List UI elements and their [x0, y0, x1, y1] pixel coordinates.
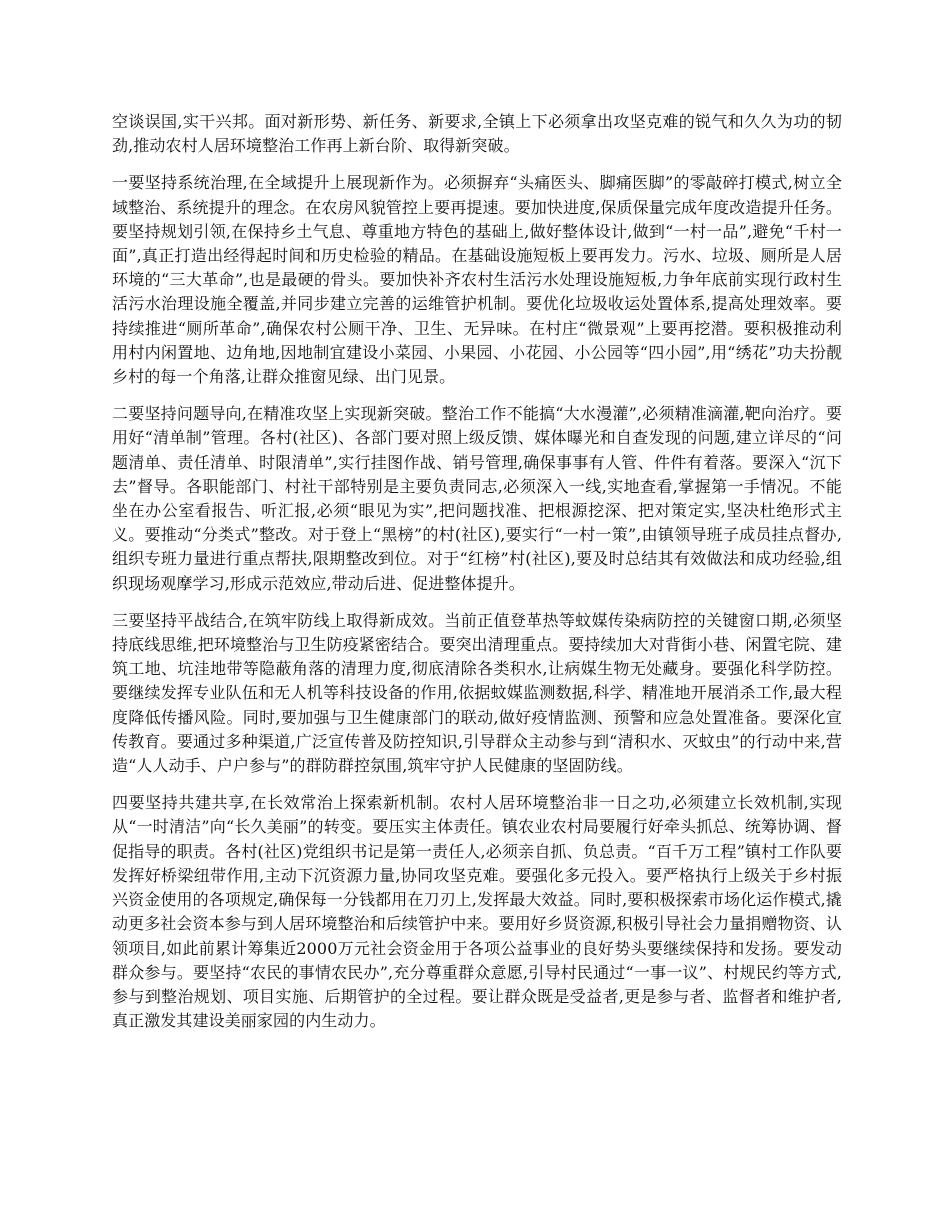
paragraph-point-four: 四要坚持共建共享,在长效常治上探索新机制。农村人居环境整治非一日之功,必须建立长效机制,实现从“一时清洁”向“长久美丽”的转变。要压实主体责任。镇农业农村局要履行好牵头抓总、统筹协调、督促指导的职责。各村(社区)党组织书记是第一责任人,必须亲自抓、负总责。“百千万工程”镇村工作队要发挥好桥梁纽带作用,主动下沉资源力量,协同攻坚克难。要强化多元投入。要严格执行上级关于乡村振兴资金使用的各项规定,确保每一分钱都用在刀刃上,发挥最大效益。同时,要积极探索市场化运作模式,撬动更多社会资本参与到人居环境整治和后续管护中来。要用好乡贤资源,积极引导社会力量捐赠物资、认领项目,如此前累计筹集近2000万元社会资金用于各项公益事业的良好势头要继续保持和发扬。要发动群众参与。要坚持“农民的事情农民办”,充分尊重群众意愿,引导村民通过“一事一议”、村规民约等方式,参与到整治规划、项目实施、后期管护的全过程。要让群众既是受益者,更是参与者、监督者和维护者,真正激发其建设美丽家园的内生动力。 — [112, 793, 842, 1031]
document-body — [112, 110, 842, 1046]
paragraph-point-three: 三要坚持平战结合,在筑牢防线上取得新成效。当前正值登革热等蚊媒传染病防控的关键窗口期,必须坚持底线思维,把环境整治与卫生防疫紧密结合。要突出清理重点。要持续加大对背街小巷、闲置宅院、建筑工地、坑洼地带等隐蔽角落的清理力度,彻底清除各类积水,让病媒生物无处藏身。要强化科学防控。要继续发挥专业队伍和无人机等科技设备的作用,依据蚊媒监测数据,科学、精准地开展消杀工作,最大程度降低传播风险。同时,要加强与卫生健康部门的联动,做好疫情监测、预警和应急处置准备。要深化宣传教育。要通过多种渠道,广泛宣传普及防控知识,引导群众主动参与到“清积水、灭蚊虫”的行动中来,营造“人人动手、户户参与”的群防群控氛围,筑牢守护人民健康的坚固防线。 — [112, 610, 842, 776]
paragraph-intro: 空谈误国,实干兴邦。面对新形势、新任务、新要求,全镇上下必须拿出攻坚克难的锐气和久久为功的韧劲,推动农村人居环境整治工作再上新台阶、取得新突破。 — [112, 112, 842, 156]
paragraph-point-one: 一要坚持系统治理,在全域提升上展现新作为。必须摒弃“头痛医头、脚痛医脚”的零敲碎打模式,树立全域整治、系统提升的理念。在农房风貌管控上要再提速。要加快进度,保质保量完成年度改造提升任务。要坚持规划引领,在保持乡土气息、尊重地方特色的基础上,做好整体设计,做到“一村一品”,避免“千村一面”,真正打造出经得起时间和历史检验的精品。在基础设施短板上要再发力。污水、垃圾、厕所是人居环境的“三大革命”,也是最硬的骨头。要加快补齐农村生活污水处理设施短板,力争年底前实现行政村生活污水治理设施全覆盖,并同步建立完善的运维管护机制。要优化垃圾收运处置体系,提高处理效率。要持续推进“厕所革命”,确保农村公厕干净、卫生、无异味。在村庄“微景观”上要再挖潜。要积极推动利用村内闲置地、边角地,因地制宜建设小菜园、小果园、小花园、小公园等“四小园”,用“绣花”功夫扮靓乡村的每一个角落,让群众推窗见绿、出门见景。 — [112, 173, 842, 387]
paragraph-point-two: 二要坚持问题导向,在精准攻坚上实现新突破。整治工作不能搞“大水漫灌”,必须精准滴灌,靶向治疗。要用好“清单制”管理。各村(社区)、各部门要对照上级反馈、媒体曝光和自查发现的问题,建立详尽的“问题清单、责任清单、时限清单”,实行挂图作战、销号管理,确保事事有人管、件件有着落。要深入“沉下去”督导。各职能部门、村社干部特别是主要负责同志,必须深入一线,实地查看,掌握第一手情况。不能坐在办公室看报告、听汇报,必须“眼见为实”,把问题找准、把根源挖深、把对策定实,坚决杜绝形式主义。要推动“分类式”整改。对于登上“黑榜”的村(社区),要实行“一村一策”,由镇领导班子成员挂点督办,组织专班力量进行重点帮扶,限期整改到位。对于“红榜”村(社区),要及时总结其有效做法和成功经验,组织现场观摩学习,形成示范效应,带动后进、促进整体提升。 — [112, 404, 842, 593]
